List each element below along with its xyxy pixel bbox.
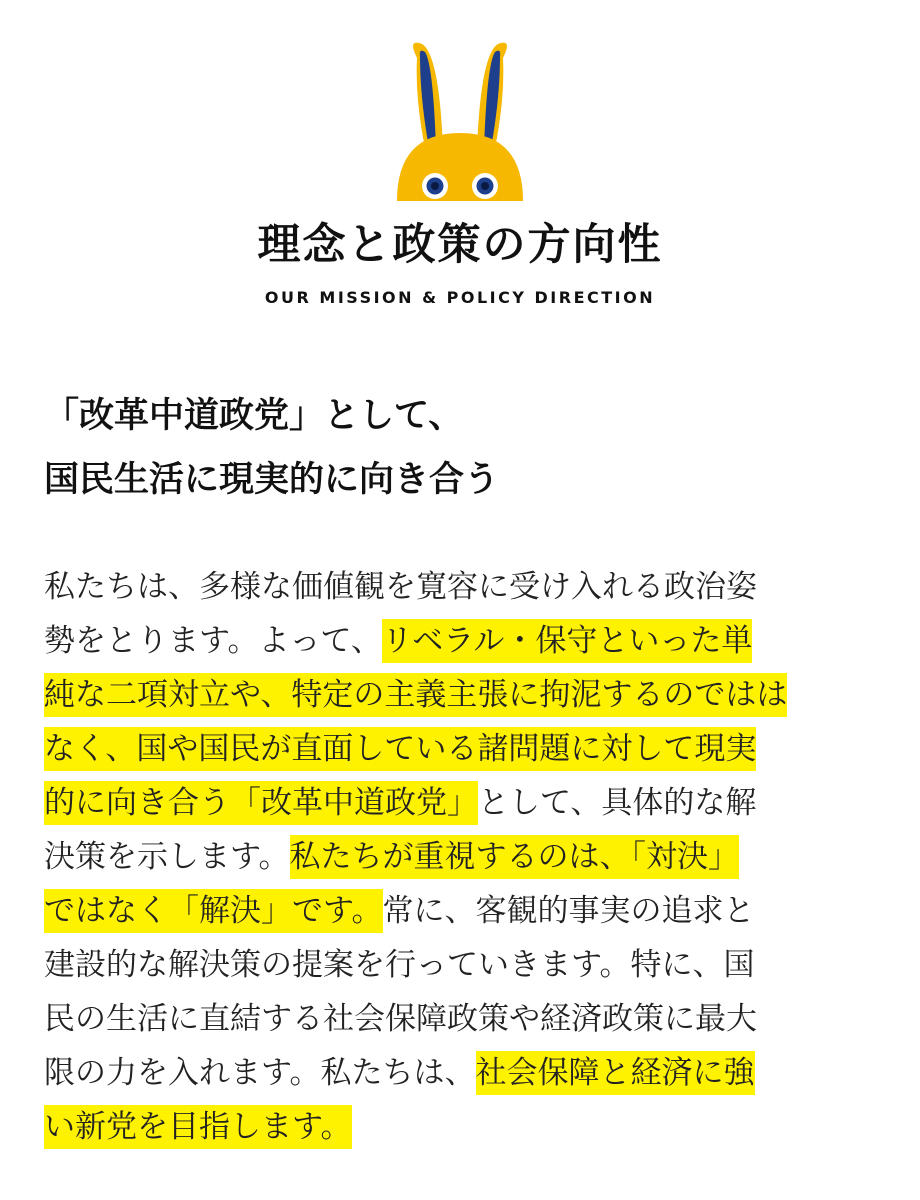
- highlighted-text: 私たちが重視するのは、「対決」: [290, 835, 740, 879]
- page-title: 理念と政策の方向性: [257, 220, 663, 270]
- paragraph-line: [44, 560, 884, 614]
- paragraph-line: [44, 776, 884, 830]
- highlighted-text: リベラル・保守といった単: [382, 619, 752, 663]
- paragraph-line: [44, 830, 884, 884]
- paragraph-text: 私たちは、多様な価値観を寛容に受け入れる政治姿: [44, 569, 757, 605]
- paragraph-text: 勢をとります。よって、: [44, 623, 382, 659]
- paragraph-line: [44, 668, 884, 722]
- paragraph-text: 決策を示します。: [44, 839, 290, 875]
- paragraph-line: [44, 1046, 884, 1100]
- highlighted-text: 社会保障と経済に強: [476, 1051, 755, 1095]
- paragraph-line: [44, 614, 884, 668]
- highlighted-text: い新党を目指します。: [44, 1105, 352, 1149]
- head: [397, 133, 523, 201]
- rabbit-mascot-logo: [395, 38, 525, 203]
- highlighted-text: 純な二項対立や、特定の主義主張に拘泥するのではは: [44, 673, 787, 717]
- paragraph-line: [44, 884, 884, 938]
- highlighted-text: なく、国や国民が直面している諸問題に対して現実: [44, 727, 756, 771]
- headline-line: 国民生活に現実的に向き合う: [44, 460, 500, 500]
- paragraph-text: 常に、客観的事実の追求と: [382, 893, 755, 929]
- paragraph-line: [44, 992, 884, 1046]
- headline: [44, 384, 884, 512]
- paragraph-line: [44, 722, 884, 776]
- paragraph-line: [44, 1100, 884, 1154]
- paragraph-text: 民の生活に直結する社会保障政策や経済政策に最大: [44, 1001, 757, 1037]
- highlighted-text: ではなく「解決」です。: [44, 889, 383, 933]
- paragraph-text: として、具体的な解: [478, 785, 757, 821]
- headline-line: 「改革中道政党」として、: [44, 396, 464, 436]
- paragraph-text: 建設的な解決策の提案を行っていきます。特に、国: [44, 947, 755, 983]
- highlighted-text: 的に向き合う「改革中道政党」: [44, 781, 478, 825]
- paragraph-line: [44, 938, 884, 992]
- page-subtitle: OUR MISSION & POLICY DIRECTION: [264, 288, 656, 307]
- mission-paragraph: [44, 560, 884, 1154]
- paragraph-text: 限の力を入れます。私たちは、: [44, 1055, 476, 1091]
